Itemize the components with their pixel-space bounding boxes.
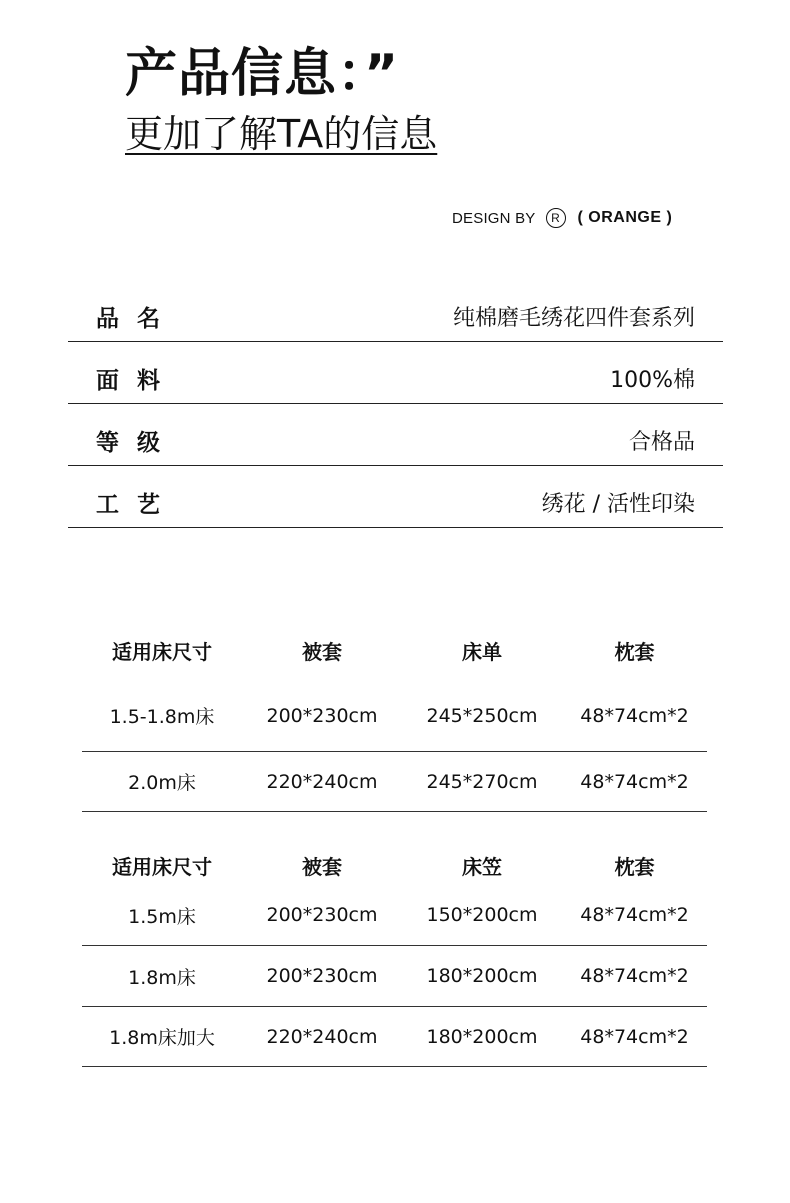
table-header-cell: 适用床尺寸 [112,854,212,879]
table-cell: 220*240cm [266,770,378,793]
table-cell: 180*200cm [426,1025,538,1048]
page-title: 产品信息：” [125,44,400,104]
brand-name: ( ORANGE ) [577,209,673,226]
info-row-grade [68,404,723,466]
info-value: 纯棉磨毛绣花四件套系列 [452,306,695,331]
info-label: 工艺 [96,492,178,518]
table-cell: 1.8m床 [128,966,196,989]
table-cell: 48*74cm*2 [580,704,689,727]
table-header-cell: 适用床尺寸 [112,639,212,664]
info-value: 100%棉 [610,368,695,393]
table-row [82,1007,707,1067]
info-row-name [68,280,723,342]
table-header-cell: 床笠 [462,854,502,879]
info-value: 绣花 / 活性印染 [541,492,695,517]
table-cell: 245*250cm [426,704,538,727]
table-header-cell: 被套 [302,639,342,664]
size-table-sheet [82,630,707,812]
table-header-row [82,845,707,885]
table-cell: 1.5-1.8m床 [109,706,215,728]
table-cell: 200*230cm [266,965,378,987]
design-credit [452,208,672,228]
table-cell: 48*74cm*2 [580,904,689,926]
table-cell: 1.5m床 [128,905,196,928]
table-header-cell: 枕套 [614,639,655,664]
info-row-fabric [68,342,723,404]
table-cell: 1.8m床加大 [109,1027,215,1049]
table-cell: 200*230cm [266,904,378,926]
table-header-cell: 床单 [462,639,502,664]
table-cell: 200*230cm [266,704,378,727]
registered-mark-icon: R [546,208,566,228]
info-label: 面料 [96,368,178,394]
table-header-cell: 枕套 [614,854,655,879]
info-label: 品名 [96,306,178,332]
info-value: 合格品 [628,430,695,455]
size-table-fitted-sheet [82,845,707,1067]
table-cell: 48*74cm*2 [580,965,689,987]
table-header-cell: 被套 [302,854,342,879]
table-row [82,885,707,946]
page-subtitle: 更加了解TA的信息 [125,112,438,156]
table-cell: 48*74cm*2 [580,770,689,793]
table-cell: 2.0m床 [128,772,196,794]
table-cell: 220*240cm [266,1025,378,1048]
info-label: 等级 [96,430,178,456]
table-row [82,752,707,812]
table-header-row [82,630,707,670]
table-row [82,670,707,752]
design-by-label: DESIGN BY [452,209,536,227]
product-info-list [68,280,723,528]
table-cell: 48*74cm*2 [580,1025,689,1048]
table-cell: 245*270cm [426,770,538,793]
table-cell: 180*200cm [426,965,538,987]
table-cell: 150*200cm [426,904,538,926]
info-row-craft [68,466,723,528]
table-row [82,946,707,1007]
